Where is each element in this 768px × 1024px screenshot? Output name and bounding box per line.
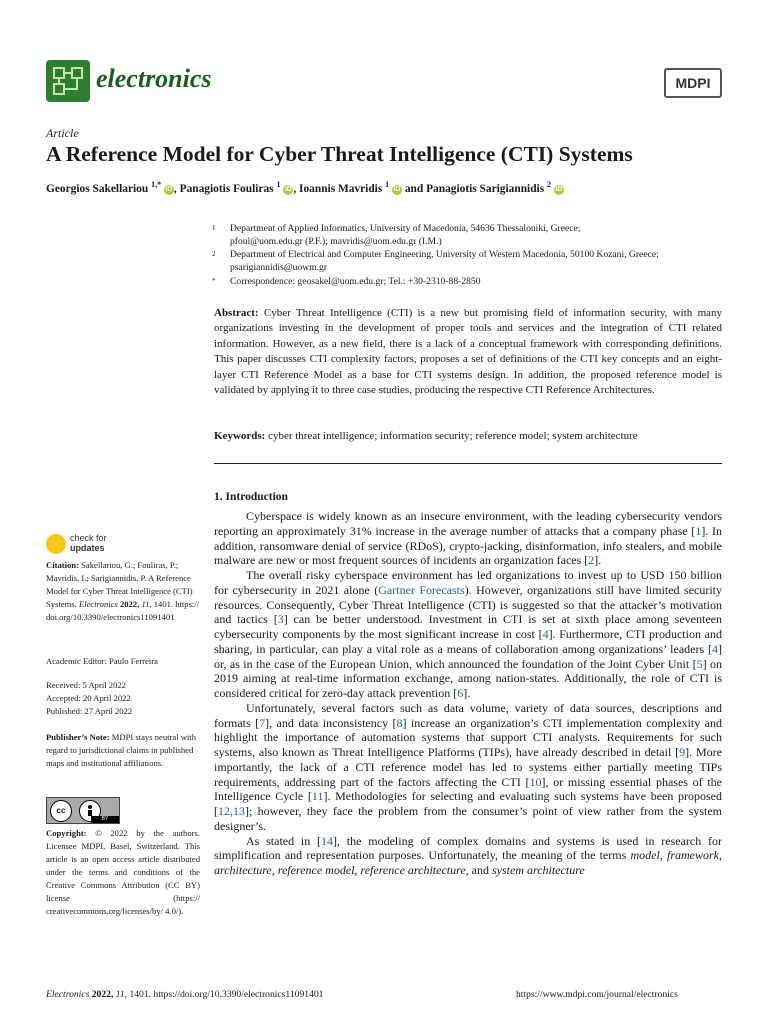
gartner-forecasts-link[interactable]: Gartner Forecasts xyxy=(378,582,465,597)
journal-logo xyxy=(46,60,90,102)
orcid-icon[interactable]: iD xyxy=(165,185,173,193)
paragraph: As stated in [14], the modeling of complex domains and systems is used in research for simplification and representation purposes. Unfortunately, the meaning of the terms model, framework, architecture, reference model, reference architecture, and system architecture xyxy=(214,833,723,877)
accepted-date: Accepted: 20 April 2022 xyxy=(46,693,131,703)
paragraph: Unfortunately, several factors such as data volume, variety of data sources, descriptions and formats [7], and data inconsistency [8] increase an organization’s CTI implementation complexity and highlight the importance of automation systems that support CTI analysts. Requirements for such systems, also known as Threat Intelligence Platforms (TIPs), have already described in detail [9]. More importantly, the lack of a CTI reference model has led to systems either partially meeting TIPs requirements, addressing part of the factors affecting the CTI [10], or missing essential phases of the Intelligence Cycle [11]. Methodologies for selecting and evaluating such systems have been proposed [12,13]; however, they face the problem from the consumer’s point of view rather from the system designer’s. xyxy=(214,700,723,833)
reference-link[interactable]: 12,13 xyxy=(218,804,245,818)
received-date: Received: 5 April 2022 xyxy=(46,680,126,690)
journal-url-link[interactable]: https://www.mdpi.com/journal/electronics xyxy=(516,989,678,1000)
introduction-body xyxy=(214,509,722,878)
orcid-icon[interactable]: iD xyxy=(393,185,401,193)
paragraph: Cyberspace is widely known as an insecure environment, with the leading cybersecurity vendors reporting an approximately 31% increase in the average number of attacks that a company phase [1]. In addition, ransomware denial of service (RDoS), crypto-jacking, disinformation, info stealers, and mobile malware are new or most frequent sources of incidents an organization faces [2]. xyxy=(214,509,723,568)
reference-link[interactable]: 11 xyxy=(311,789,324,804)
cc-by-license-badge[interactable] xyxy=(46,797,120,824)
publishers-note: Publisher’s Note: MDPI stays neutral with regard to jurisdictional claims in published maps and institutional affiliations. xyxy=(46,732,196,768)
by-label: BY xyxy=(91,816,119,823)
abstract xyxy=(214,306,722,398)
article-title: A Reference Model for Cyber Threat Intelligence (CTI) Systems xyxy=(46,142,633,166)
citation: Citation: Sakellariou, G.; Fouliras, P.; Mavridis, I.; Sarigiannidis, P. A Reference Model for Cyber Threat Intelligence (CTI) Systems. Electronics 2022, 11, 1401. https://doi.org/10.3390/electronics11091401 xyxy=(46,560,200,622)
author-name[interactable]: Panagiotis Fouliras xyxy=(179,182,274,195)
academic-editor: Academic Editor: Paulo Ferreira xyxy=(46,656,158,666)
article-type: Article xyxy=(46,126,79,140)
footer-citation: Electronics 2022, 11, 1401. https://doi.org/10.3390/electronics11091401 xyxy=(46,989,324,1000)
author-affiliation-marker: 2 xyxy=(547,180,551,189)
reference-link[interactable]: 5 xyxy=(696,656,703,671)
keywords-label: Keywords: xyxy=(214,430,266,442)
orcid-icon[interactable]: iD xyxy=(284,185,292,193)
section-heading: 1. Introduction xyxy=(214,491,288,503)
publisher-logo[interactable]: MDPI xyxy=(664,68,722,98)
check-for-updates-icon[interactable] xyxy=(46,534,66,554)
author-name[interactable]: Panagiotis Sarigiannidis xyxy=(426,182,545,195)
published-date: Published: 27 April 2022 xyxy=(46,706,133,716)
reference-link[interactable]: 2 xyxy=(588,553,595,568)
reference-link[interactable]: 10 xyxy=(529,774,542,789)
reference-link[interactable]: 14 xyxy=(321,833,334,848)
copyright: Copyright: © 2022 by the authors. Licensee MDPI, Basel, Switzerland. This article is an open access article distributed under the terms and conditions of the Creative Commons Attribution (CC BY) license (https:// creativecommons.org/licenses/by/ 4.0/). xyxy=(46,828,200,916)
author-affiliation-marker: 1 xyxy=(276,180,281,189)
reference-link[interactable]: 3 xyxy=(277,612,284,627)
author-name[interactable]: Ioannis Mavridis xyxy=(299,182,383,195)
reference-link[interactable]: 7 xyxy=(259,715,266,730)
reference-link[interactable]: 4 xyxy=(712,641,718,656)
abstract-text: Cyber Threat Intelligence (CTI) is a new but promising field of information security, with many organizations investing in the development of proper tools and services and the integration of CTI related information. However, as a new field, there is a lack of a conceptual framework with corresponding definitions. This paper discusses CTI complexity factors, proposes a set of definitions of the CTI key concepts and an eight-layer CTI Reference Model as a base for CTI systems design. In addition, the proposed reference model is validated by applying it to three case studies, producing the respective CTI Reference Architectures. xyxy=(214,307,723,397)
author-affiliation-marker: 1 xyxy=(385,180,390,189)
author-affiliation-marker: 1,* xyxy=(151,180,162,189)
orcid-icon[interactable]: iD xyxy=(555,185,563,193)
reference-link[interactable]: 9 xyxy=(679,745,686,759)
author-list: Georgios Sakellariou $^{1,*}$ iD , Panagiotis Fouliras $^1$ iD , Ioannis Mavridis $^1$ iD and Panagiotis Sarigiannidis $^2$ iD xyxy=(46,180,563,195)
check-for-updates-button[interactable]: check for updates xyxy=(70,533,107,553)
keywords xyxy=(214,430,722,442)
divider xyxy=(214,463,722,464)
circuit-logo-icon xyxy=(46,60,90,102)
citation-doi-link[interactable]: 1401. https://doi.org/10.3390/electronics11091401 xyxy=(46,599,200,622)
cc-icon: cc xyxy=(50,800,72,822)
keywords-text: cyber threat intelligence; information security; reference model; system architecture xyxy=(268,430,638,442)
journal-name[interactable]: electronics xyxy=(96,64,212,93)
paragraph: The overall risky cyberspace environment has led organizations to invest up to USD 150 billion for cybersecurity in 2021 alone (Gartner Forecasts). However, organizations still have limited security resources. Consequently, Cyber Threat Intelligence (CTI) is suggested so that the attacker’s motivation and tactics [3] can be better understood. Investment in CTI is set at sixth place among seventeen cybersecurity components by the most significant increase in cost [4]. Furthermore, CTI production and sharing, in particular, can play a vital role as a means of collaboration among organizations’ leaders [4] or, as in the case of the European Union, which announced the foundation of the Joint Cyber Unit [5] on 2019 aiming at real-time information exchange, among nation-states. Additionally, the role of CTI is considered critical for zero-day attack prevention [6]. xyxy=(214,568,723,700)
reference-link[interactable]: 4 xyxy=(542,627,549,641)
reference-link[interactable]: 8 xyxy=(396,715,403,730)
footer-doi-link[interactable]: 1401. https://doi.org/10.3390/electronics11091401 xyxy=(129,989,324,1000)
abstract-label: Abstract: xyxy=(214,307,259,319)
reference-link[interactable]: 6 xyxy=(457,686,464,700)
reference-link[interactable]: 1 xyxy=(695,523,702,538)
author-name[interactable]: Georgios Sakellariou xyxy=(46,182,149,195)
